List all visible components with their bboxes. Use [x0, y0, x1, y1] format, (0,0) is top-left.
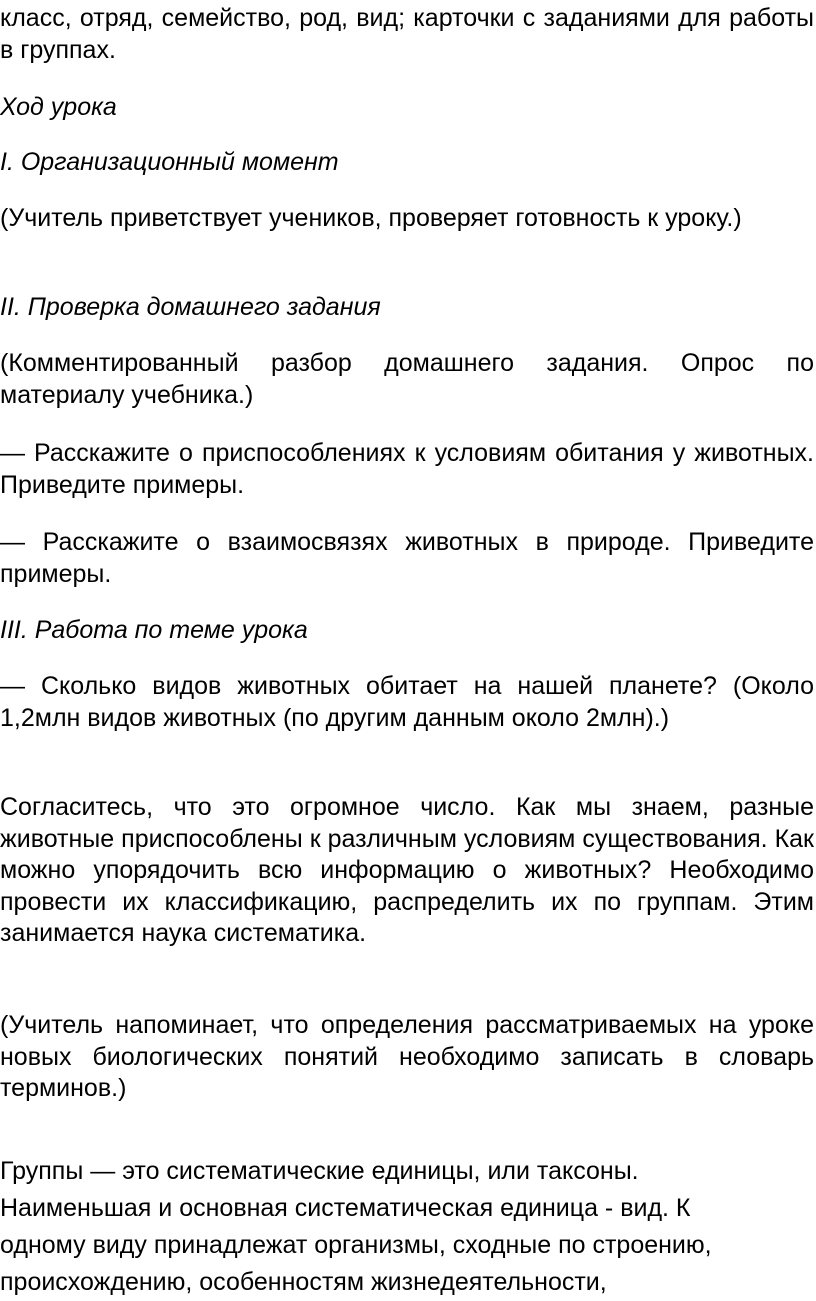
section-heading-homework: II. Проверка домашнего задания [0, 293, 381, 321]
question-relationships: — Расскажите о взаимосвязях животных в природе. Приведите примеры. [0, 528, 814, 588]
section-heading-organizational: I. Организационный момент [0, 148, 339, 176]
terms-dictionary-paragraph: (Учитель напоминает, что определения рассматриваемых на уроке новых биологических понятий необходимо записать в словарь терминов.) [0, 1011, 814, 1102]
question-species-count: — Сколько видов животных обитает на нашей планете? (Около 1,2млн видов животных (по другим данным около 2млн).) [0, 672, 814, 732]
systematics-paragraph: Согласитесь, что это огромное число. Как мы знаем, разные животные приспособлены к различным условиям существования. Как можно упорядочить всю информацию о животных? Необходимо провести их классификацию, распределить их по группам. Этим занимается наука систематика. [0, 793, 814, 947]
question-adaptations: — Расскажите о приспособлениях к условиям обитания у животных. Приведите примеры. [0, 439, 814, 499]
teacher-greeting-paragraph: (Учитель приветствует учеников, проверяет готовность к уроку.) [0, 204, 742, 232]
taxa-definition-paragraph: Группы — это систематические единицы, или таксоны. Наименьшая и основная систематическая единица - вид. К одному виду принадлежат организмы, сходные по строению, происхождению, особенностям жизнедеятельности, [0, 1157, 712, 1296]
homework-review-paragraph: (Комментированный разбор домашнего задания. Опрос по материалу учебника.) [0, 349, 814, 409]
materials-paragraph: класс, отряд, семейство, род, вид; карточки с заданиями для работы в группах. [0, 4, 814, 64]
lesson-heading: Ход урока [0, 93, 117, 121]
section-heading-main-topic: III. Работа по теме урока [0, 616, 308, 644]
